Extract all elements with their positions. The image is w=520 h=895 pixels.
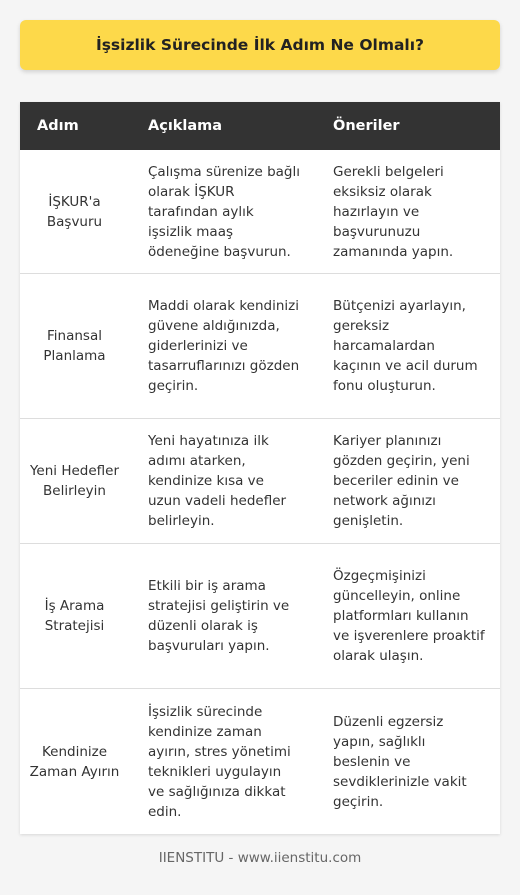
table-row	[20, 544, 500, 689]
description-text: İşsizlik sürecinde kendinize zaman ayırın, stres yönetimi teknikleri uygulayın ve sağlığınıza dikkat edin.	[148, 703, 291, 820]
steps-table	[20, 102, 500, 834]
description-cell	[129, 544, 314, 688]
suggestions-text: Düzenli egzersiz yapın, sağlıklı beslenin ve sevdiklerinizle vakit geçirin.	[333, 713, 467, 810]
title-banner	[20, 20, 500, 70]
suggestions-cell	[314, 544, 500, 688]
table-row	[20, 150, 500, 274]
suggestions-cell	[314, 150, 500, 273]
table-row	[20, 419, 500, 544]
suggestions-cell	[314, 419, 500, 543]
step-cell	[20, 544, 129, 688]
description-cell	[129, 274, 314, 418]
description-text: Yeni hayatınıza ilk adımı atarken, kendinize kısa ve uzun vadeli hedefler belirleyin.	[148, 433, 287, 529]
suggestions-text: Gerekli belgeleri eksiksiz olarak hazırlayın ve başvurunuzu zamanında yapın.	[333, 163, 454, 260]
suggestions-text: Bütçenizi ayarlayın, gereksiz harcamalardan kaçının ve acil durum fonu oluşturun.	[333, 298, 478, 394]
description-cell	[129, 419, 314, 543]
step-cell	[20, 689, 129, 834]
footer-credit: IIENSTITU - www.iienstitu.com	[158, 850, 362, 866]
table-row	[20, 689, 500, 834]
header-suggestions: Öneriler	[333, 118, 400, 134]
step-text: İŞKUR'a Başvuru	[46, 193, 103, 230]
step-cell	[20, 419, 129, 543]
step-text: Yeni Hedefler Belirleyin	[29, 463, 120, 499]
step-text: Finansal Planlama	[43, 328, 106, 364]
suggestions-text: Özgeçmişinizi güncelleyin, online platformları kullanın ve işverenlere proaktif olarak ulaşın.	[333, 568, 485, 664]
step-text: İş Arama Stratejisi	[44, 598, 105, 634]
header-description: Açıklama	[148, 118, 223, 134]
suggestions-text: Kariyer planınızı gözden geçirin, yeni beceriler edinin ve network ağınızı genişletin.	[333, 433, 470, 529]
step-cell	[20, 274, 129, 418]
header-step: Adım	[37, 118, 79, 134]
suggestions-cell	[314, 689, 500, 834]
description-text: Çalışma sürenize bağlı olarak İŞKUR tarafından aylık işsizlik maaş ödeneğine başvurun.	[148, 163, 301, 260]
description-cell	[129, 150, 314, 273]
description-text: Etkili bir iş arama stratejisi geliştirin ve düzenli olarak iş başvuruları yapın.	[148, 578, 290, 654]
suggestions-cell	[314, 274, 500, 418]
step-text: Kendinize Zaman Ayırın	[29, 743, 120, 780]
table-row	[20, 274, 500, 419]
table-header	[20, 102, 500, 150]
step-cell	[20, 150, 129, 273]
page-title: İşsizlik Sürecinde İlk Adım Ne Olmalı?	[95, 36, 425, 54]
description-cell	[129, 689, 314, 834]
description-text: Maddi olarak kendinizi güvene aldığınızda, giderlerinizi ve tasarruflarınızı gözden geçirin.	[148, 298, 300, 394]
